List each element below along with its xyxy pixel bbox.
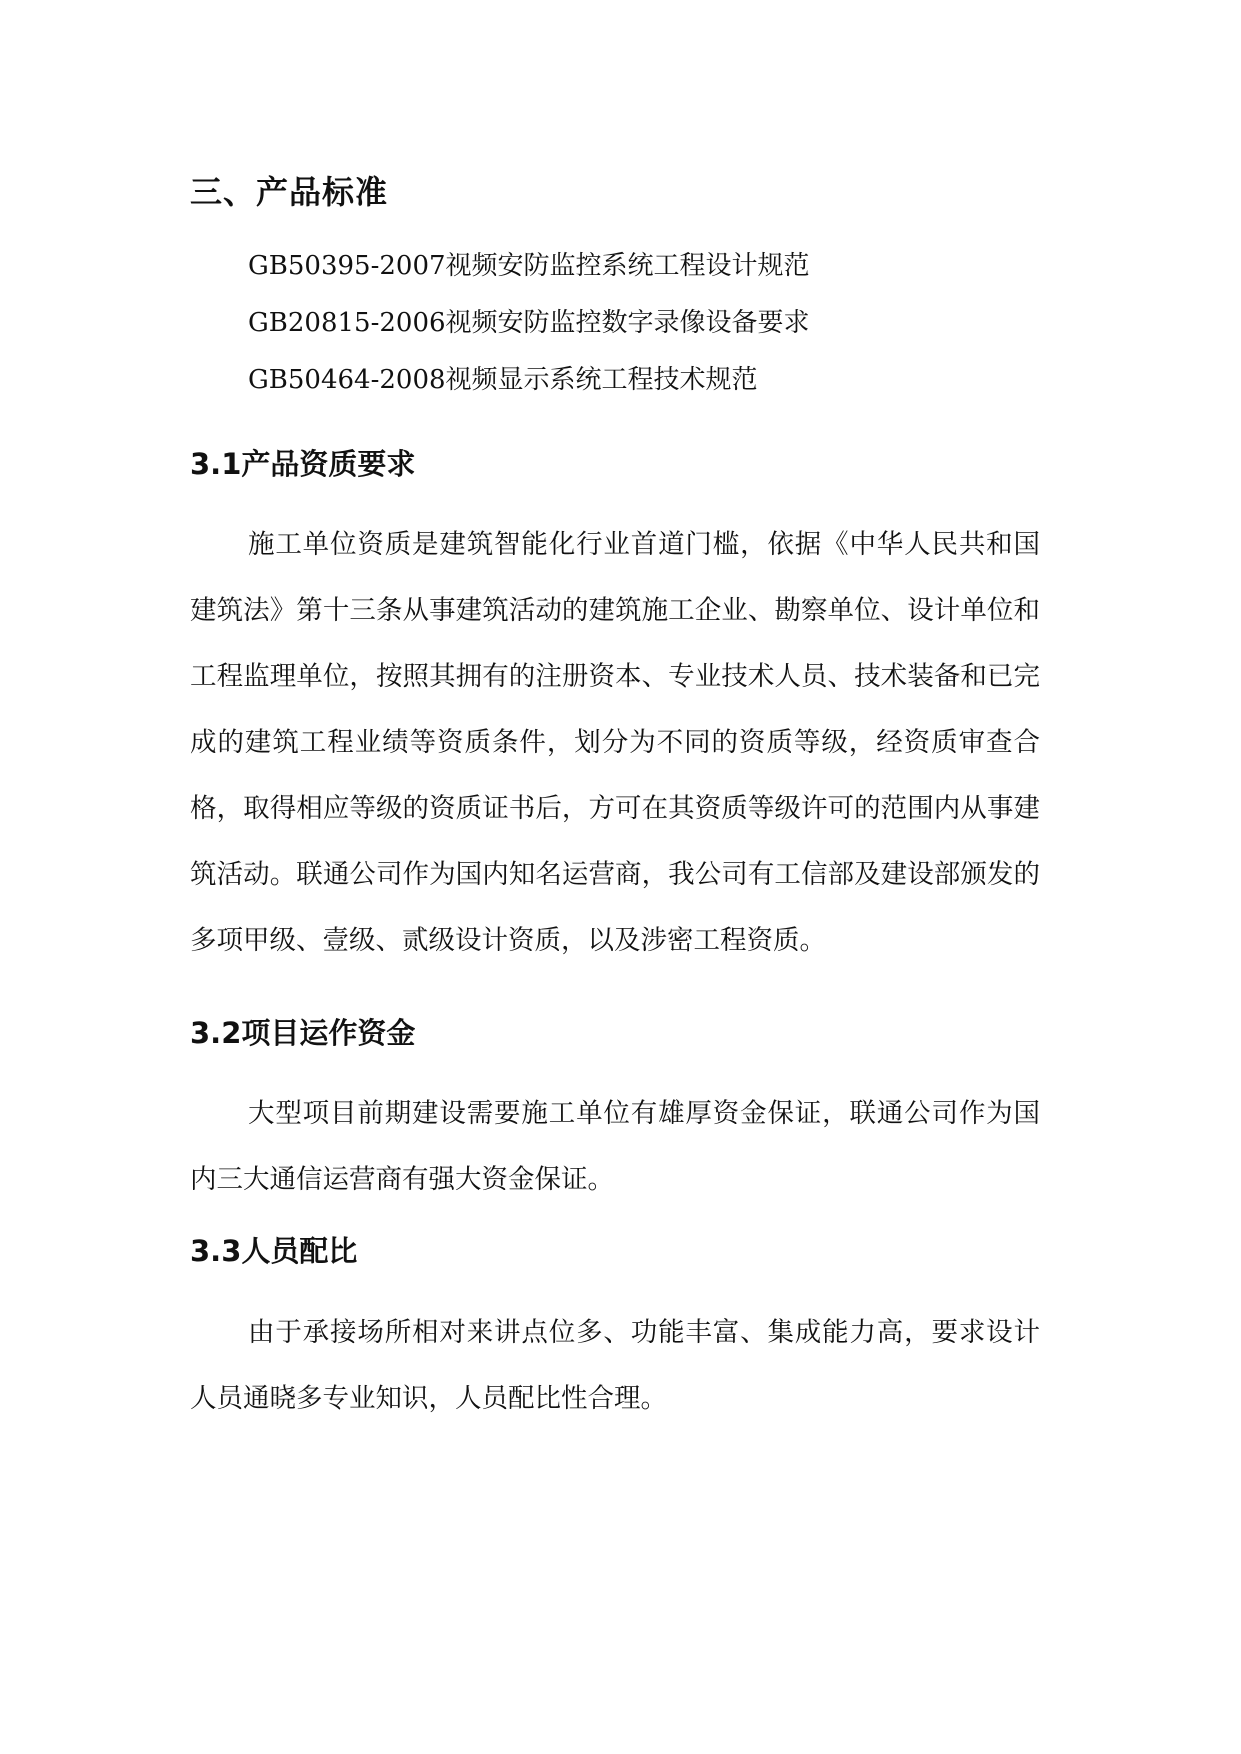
section-title: 三、产品标准 [190, 173, 389, 211]
section-paragraph: 施工单位资质是建筑智能化行业首道门槛，依据《中华人民共和国建筑法》第十三条从事建筑活动的建筑施工企业、勘察单位、设计单位和工程监理单位，按照其拥有的注册资本、专业技术人员、技术装备和已完成的建筑工程业绩等资质条件，划分为不同的资质等级，经资质审查合格，取得相应等级的资质证书后，方可在其资质等级许可的范围内从事建筑活动。联通公司作为国内知名运营商，我公司有工信部及建设部颁发的多项甲级、壹级、贰级设计资质，以及涉密工程资质。 [190, 529, 1040, 956]
standard-item: GB50395-2007视频安防监控系统工程设计规范 [248, 251, 810, 281]
standard-item: GB50464-2008视频显示系统工程技术规范 [248, 365, 758, 395]
section-heading: 3.3人员配比 [190, 1234, 358, 1268]
section-heading: 3.2项目运作资金 [190, 1016, 416, 1050]
section-heading: 3.1产品资质要求 [190, 447, 416, 481]
section-paragraph: 由于承接场所相对来讲点位多、功能丰富、集成能力高，要求设计人员通晓多专业知识，人员配比性合理。 [190, 1317, 1040, 1414]
standard-item: GB20815-2006视频安防监控数字录像设备要求 [248, 308, 810, 338]
section-paragraph: 大型项目前期建设需要施工单位有雄厚资金保证，联通公司作为国内三大通信运营商有强大资金保证。 [190, 1098, 1040, 1195]
